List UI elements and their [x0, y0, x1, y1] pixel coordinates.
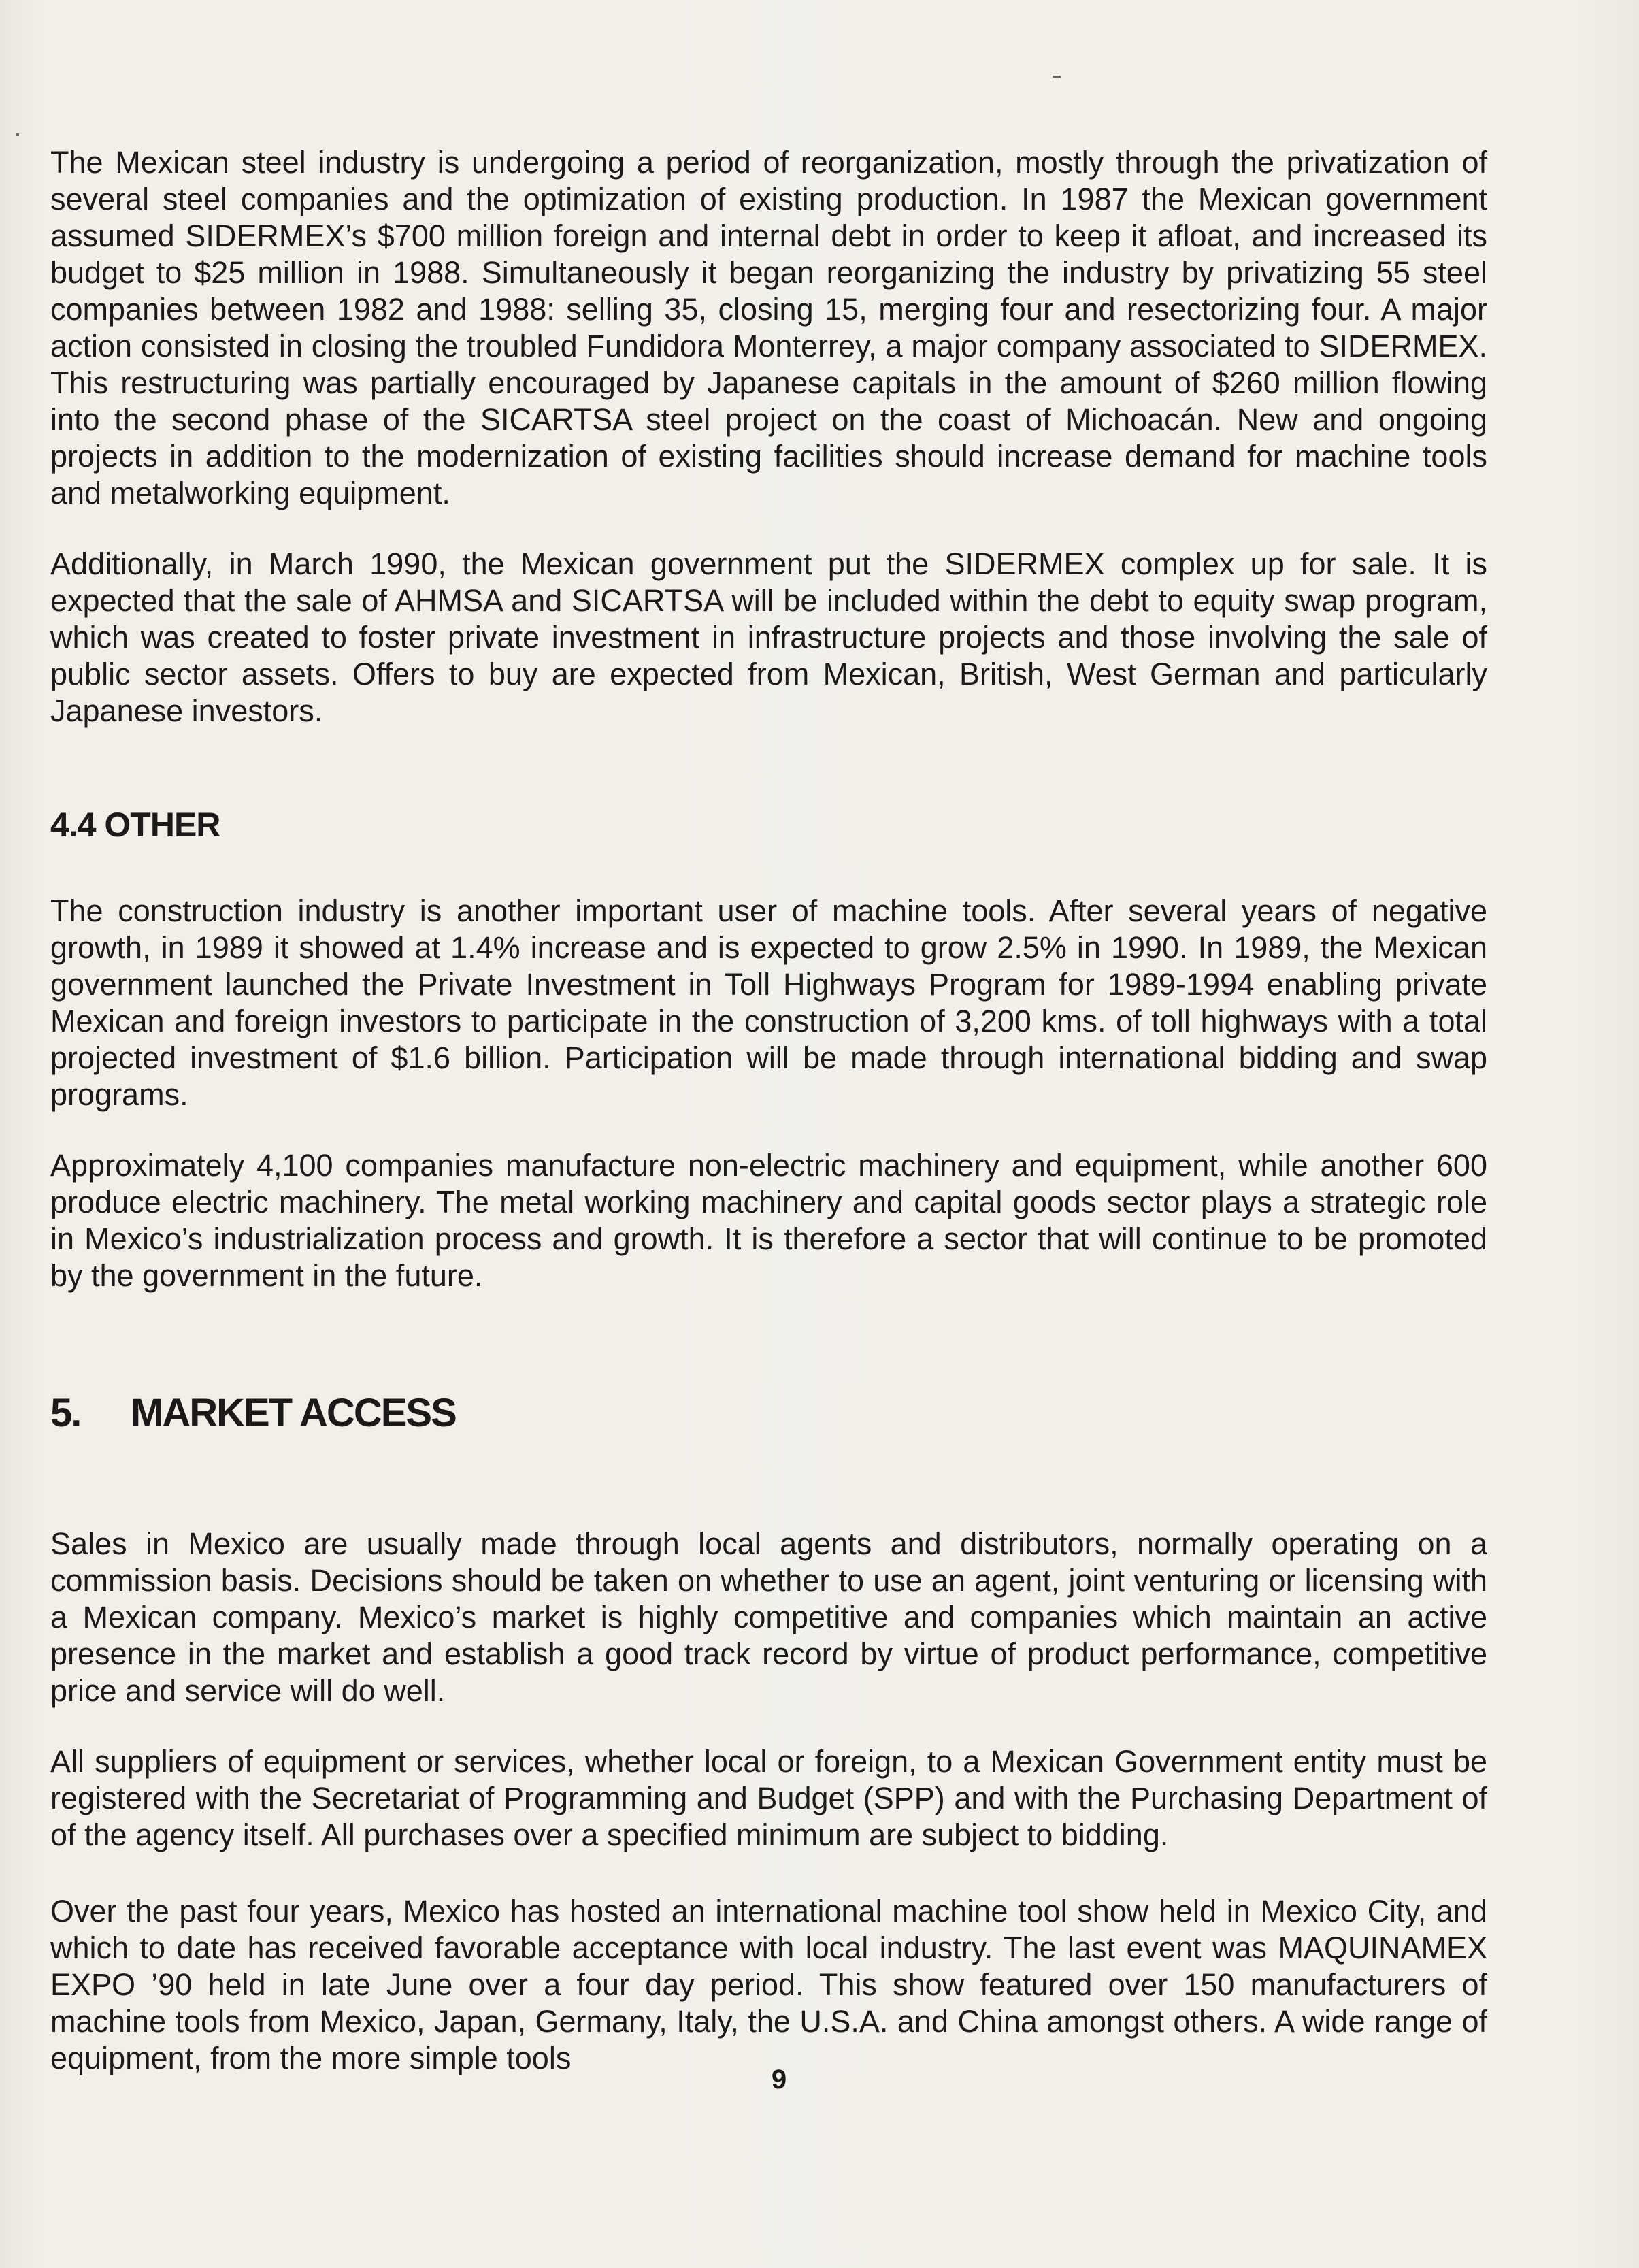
scan-speck: [16, 133, 19, 136]
paragraph-machine-tool-show: Over the past four years, Mexico has hosted an international machine tool show held in Mexico City, and which to date has received favorable acceptance with local industry. The last event was MAQUINAMEX EXPO ’90 held in late June over a four day period. This show featured over 150 manufacturers of machine tools from Mexico, Japan, Germany, Italy, the U.S.A. and China amongst others. A wide range of equipment, from the more simple tools: [50, 1894, 1487, 2075]
paragraph-construction-industry: The construction industry is another important user of machine tools. After several years of negative growth, in 1989 it showed at 1.4% increase and is expected to grow 2.5% in 1990. In 1989, the Mexican government launched the Private Investment in Toll Highways Program for 1989-1994 enabling private Mexican and foreign investors to participate in the construction of 3,200 kms. of toll highways with a total projected investment of $1.6 billion. Participation will be made through international bidding and swap programs.: [50, 893, 1487, 1112]
paragraph-machinery-companies: Approximately 4,100 companies manufacture non-electric machinery and equipment, while another 600 produce electric machinery. The metal working machinery and capital goods sector plays a strategic role in Mexico’s industrialization process and growth. It is therefore a sector that will continue to be promoted by the government in the future.: [50, 1148, 1487, 1293]
section-heading-market-access: [50, 1390, 1487, 1437]
scan-speck: [1053, 76, 1061, 78]
page-number: 9: [771, 2065, 787, 2094]
paragraph-government-suppliers: All suppliers of equipment or services, whether local or foreign, to a Mexican Government entity must be registered with the Secretariat of Programming and Budget (SPP) and with the Purchasing Department of of the agency itself. All purchases over a specified minimum are subject to bidding.: [50, 1744, 1487, 1852]
section-title: MARKET ACCESS: [131, 1391, 456, 1435]
page-content: [50, 144, 1487, 2077]
paragraph-sales-agents: Sales in Mexico are usually made through local agents and distributors, normally operating on a commission basis. Decisions should be taken on whether to use an agent, joint venturing or licensing with a Mexican company. Mexico’s market is highly competitive and companies which maintain an active presence in the market and establish a good track record by virtue of product performance, competitive price and service will do well.: [50, 1526, 1487, 1708]
section-number: 5.: [50, 1391, 81, 1435]
section-heading-other: 4.4 OTHER: [50, 806, 220, 844]
paragraph-sidermex-sale: Additionally, in March 1990, the Mexican government put the SIDERMEX complex up for sale. It is expected that the sale of AHMSA and SICARTSA will be included within the debt to equity swap program, which was created to foster private investment in infrastructure projects and those involving the sale of public sector assets. Offers to buy are expected from Mexican, British, West German and particularly Japanese investors.: [50, 546, 1487, 728]
paragraph-steel-reorganization: The Mexican steel industry is undergoing a period of reorganization, mostly through the privatization of several steel companies and the optimization of existing production. In 1987 the Mexican government assumed SIDERMEX’s $700 million foreign and internal debt in order to keep it afloat, and increased its budget to $25 million in 1988. Simultaneously it began reorganizing the industry by privatizing 55 steel companies between 1982 and 1988: selling 35, closing 15, merging four and resectorizing four. A major action consisted in closing the troubled Fundidora Monterrey, a major company associated to SIDERMEX. This restructuring was partially encouraged by Japanese capitals in the amount of $260 million flowing into the second phase of the SICARTSA steel project on the coast of Michoacán. New and ongoing projects in addition to the modernization of existing facilities should increase demand for machine tools and metalworking equipment.: [50, 145, 1487, 510]
